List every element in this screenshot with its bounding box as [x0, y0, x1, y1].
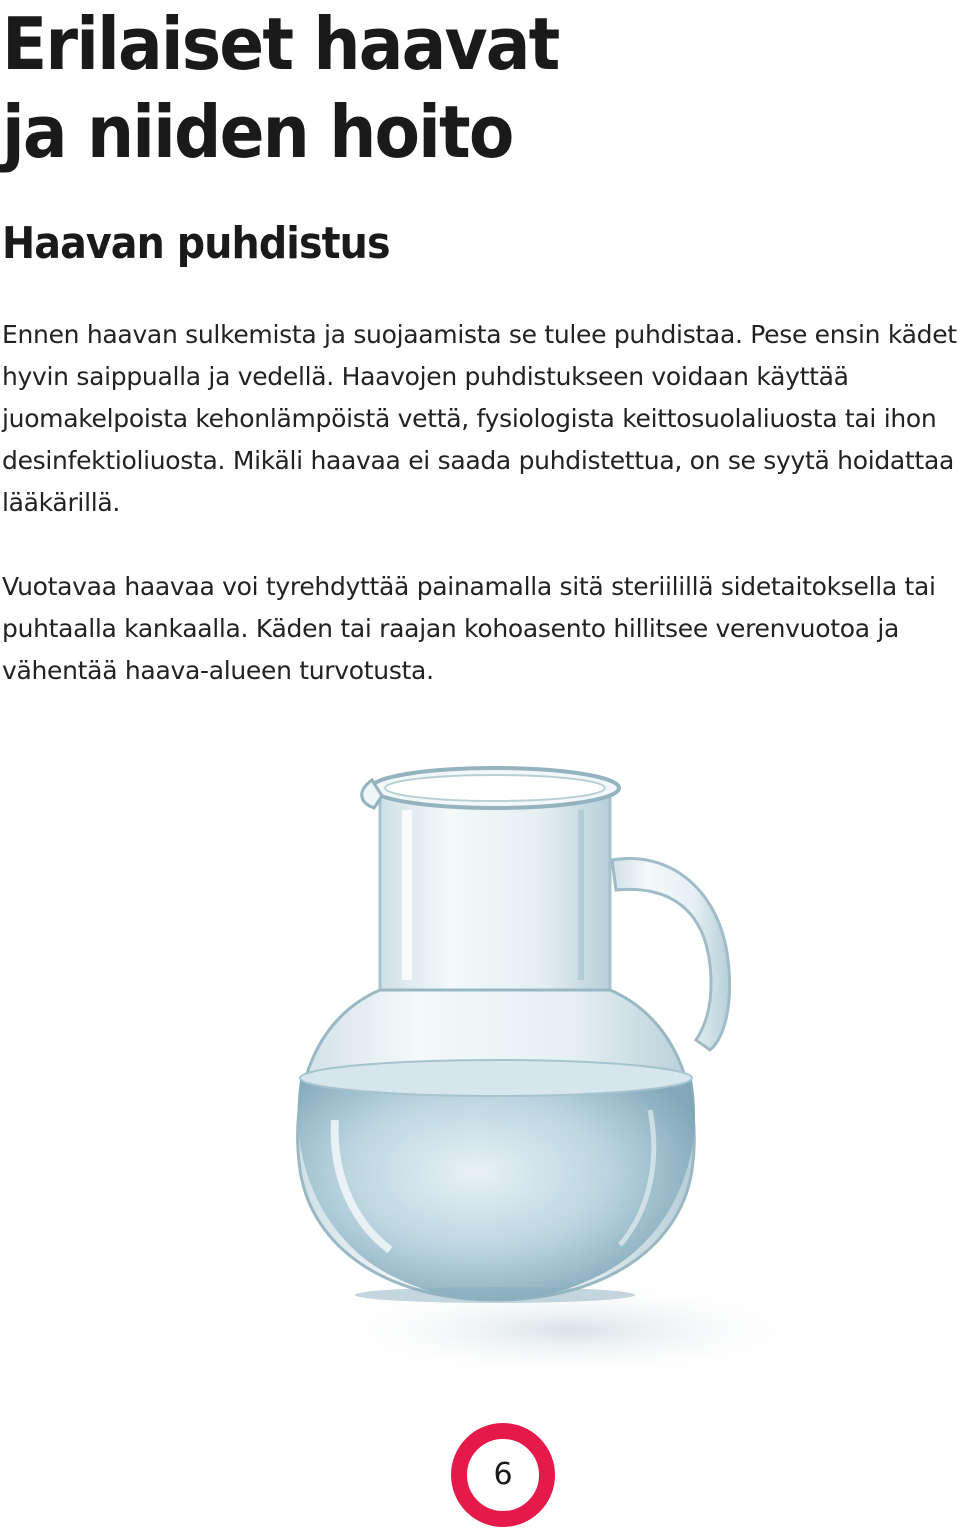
body-paragraph-cleaning: Ennen haavan sulkemista ja suojaamista se tulee puhdistaa. Pese ensin kädet hyvin saippualla ja vedellä. Haavojen puhdistukseen voidaan käyttää juomakelpoista kehonlämpöistä vettä, fysiologista keittosuolaliuosta tai ihon desinfektioliuosta. Mikäli haavaa ei saada puhdistettua, on se syytä hoidattaa lääkärillä. — [2, 320, 957, 517]
water-jug-illustration — [240, 740, 800, 1390]
page-title — [2, 0, 558, 176]
section-heading: Haavan puhdistus — [2, 218, 390, 269]
body-paragraph-bleeding: Vuotavaa haavaa voi tyrehdyttää painamalla sitä steriilillä sidetaitoksella tai puhtaalla kankaalla. Käden tai raajan kohoasento hillitsee verenvuotoa ja vähentää haava-alueen turvotusta. — [2, 572, 936, 685]
title-line-2: ja niiden hoito — [2, 90, 513, 174]
title-line-1: Erilaiset haavat — [2, 2, 559, 86]
page-number-badge — [451, 1423, 555, 1527]
page-number: 6 — [493, 1457, 513, 1492]
